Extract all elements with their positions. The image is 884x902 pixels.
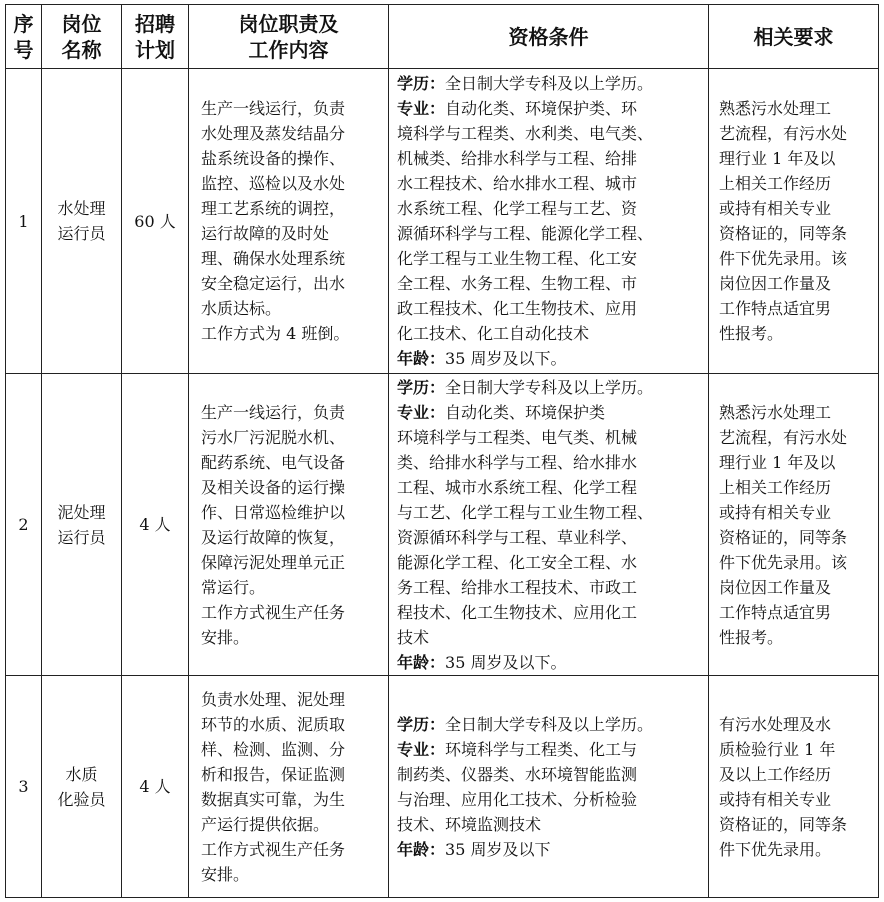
row-duties: 生产一线运行，负责 水处理及蒸发结晶分 盐系统设备的操作、 监控、巡检以及水处 理工艺系统的调控， 运行故障的及时处 理、确保水处理系统 安全稳定运行，出水 水质达标。 工作方式为 4 班倒。: [189, 69, 389, 374]
education-label: 学历：: [397, 714, 446, 734]
row-qualifications: [389, 676, 709, 898]
education-value: 全日制大学专科及以上学历。: [445, 74, 654, 93]
row-duties: 生产一线运行，负责 污水厂污泥脱水机、 配药系统、电气设备 及相关设备的运行操 作、日常巡检维护以 及运行故障的恢复， 保障污泥处理单元正 常运行。 工作方式视生产任务 安排。: [189, 374, 389, 676]
header-requirements: 相关要求: [709, 5, 879, 69]
major-label: 专业：: [397, 99, 446, 118]
row-position: [42, 69, 122, 374]
row-seq: 3: [6, 676, 42, 898]
row-seq: 1: [6, 69, 42, 374]
header-position: 岗位 名称: [42, 5, 122, 69]
table-row: [6, 676, 879, 898]
major-value: 自动化类、环境保护类、环 境科学与工程类、水利类、电气类、 机械类、给排水科学与工程、给排 水工程技术、给水排水工程、城市 水系统工程、化学工程与工艺、资 源循环科学与工程、能源化学工程、 化学工程与工业生物工程、化工安 全工程、水务工程、生物工程、市 政工程技术、化工生物技术、应用 化工技术、化工自动化技术: [397, 99, 654, 343]
table-row: [6, 374, 879, 676]
header-seq: 序 号: [6, 5, 42, 69]
table-row: [6, 69, 879, 374]
row-requirements: 熟悉污水处理工 艺流程，有污水处 理行业 1 年及以 上相关工作经历 或持有相关专业 资格证的，同等条 件下优先录用。该 岗位因工作量及 工作特点适宜男 性报考。: [709, 374, 879, 676]
row-position: [42, 676, 122, 898]
age-value: 35 周岁及以下。: [445, 349, 567, 368]
row-requirements: 熟悉污水处理工 艺流程，有污水处 理行业 1 年及以 上相关工作经历 或持有相关专业 资格证的，同等条 件下优先录用。该 岗位因工作量及 工作特点适宜男 性报考。: [709, 69, 879, 374]
age-value: 35 周岁及以下: [445, 839, 551, 859]
row-seq: 2: [6, 374, 42, 676]
major-value: 自动化类、环境保护类 环境科学与工程类、电气类、机械 类、给排水科学与工程、给水排水 工程、城市水系统工程、化学工程 与工艺、化学工程与工业生物工程、 资源循环科学与工程、草业科学、 能源化学工程、化工安全工程、水 务工程、给排水工程技术、市政工 程技术、化工生物技术、应用化工 技术: [397, 402, 654, 647]
row-requirements: 有污水处理及水 质检验行业 1 年 及以上工作经历 或持有相关专业 资格证的，同等条 件下优先录用。: [709, 676, 879, 898]
education-label: 学历：: [397, 74, 446, 93]
position-name: 水质 化验员: [57, 764, 106, 809]
header-qualifications: 资格条件: [389, 5, 709, 69]
row-duties: 负责水处理、泥处理 环节的水质、泥质取 样、检测、监测、分 析和报告，保证监测 数据真实可靠，为生 产运行提供依据。 工作方式视生产任务 安排。: [189, 676, 389, 898]
header-plan: 招聘 计划: [122, 5, 189, 69]
row-plan: 4 人: [122, 374, 189, 676]
row-qualifications: [389, 69, 709, 374]
age-value: 35 周岁及以下。: [445, 652, 567, 672]
education-value: 全日制大学专科及以上学历。: [445, 377, 654, 397]
row-position: [42, 374, 122, 676]
row-qualifications: [389, 374, 709, 676]
major-value: 环境科学与工程类、化工与 制药类、仪器类、水环境智能监测 与治理、应用化工技术、分析检验 技术、环境监测技术: [397, 739, 638, 834]
education-label: 学历：: [397, 377, 446, 397]
position-name: 泥处理 运行员: [57, 502, 106, 547]
major-label: 专业：: [397, 402, 446, 422]
header-row: [6, 5, 879, 69]
header-duties: 岗位职责及 工作内容: [189, 5, 389, 69]
row-plan: 60 人: [122, 69, 189, 374]
education-value: 全日制大学专科及以上学历。: [445, 714, 654, 734]
age-label: 年龄：: [397, 349, 446, 368]
major-label: 专业：: [397, 739, 446, 759]
age-label: 年龄：: [397, 839, 446, 859]
row-plan: 4 人: [122, 676, 189, 898]
position-name: 水处理 运行员: [57, 199, 106, 243]
job-table: [5, 4, 879, 898]
age-label: 年龄：: [397, 652, 446, 672]
